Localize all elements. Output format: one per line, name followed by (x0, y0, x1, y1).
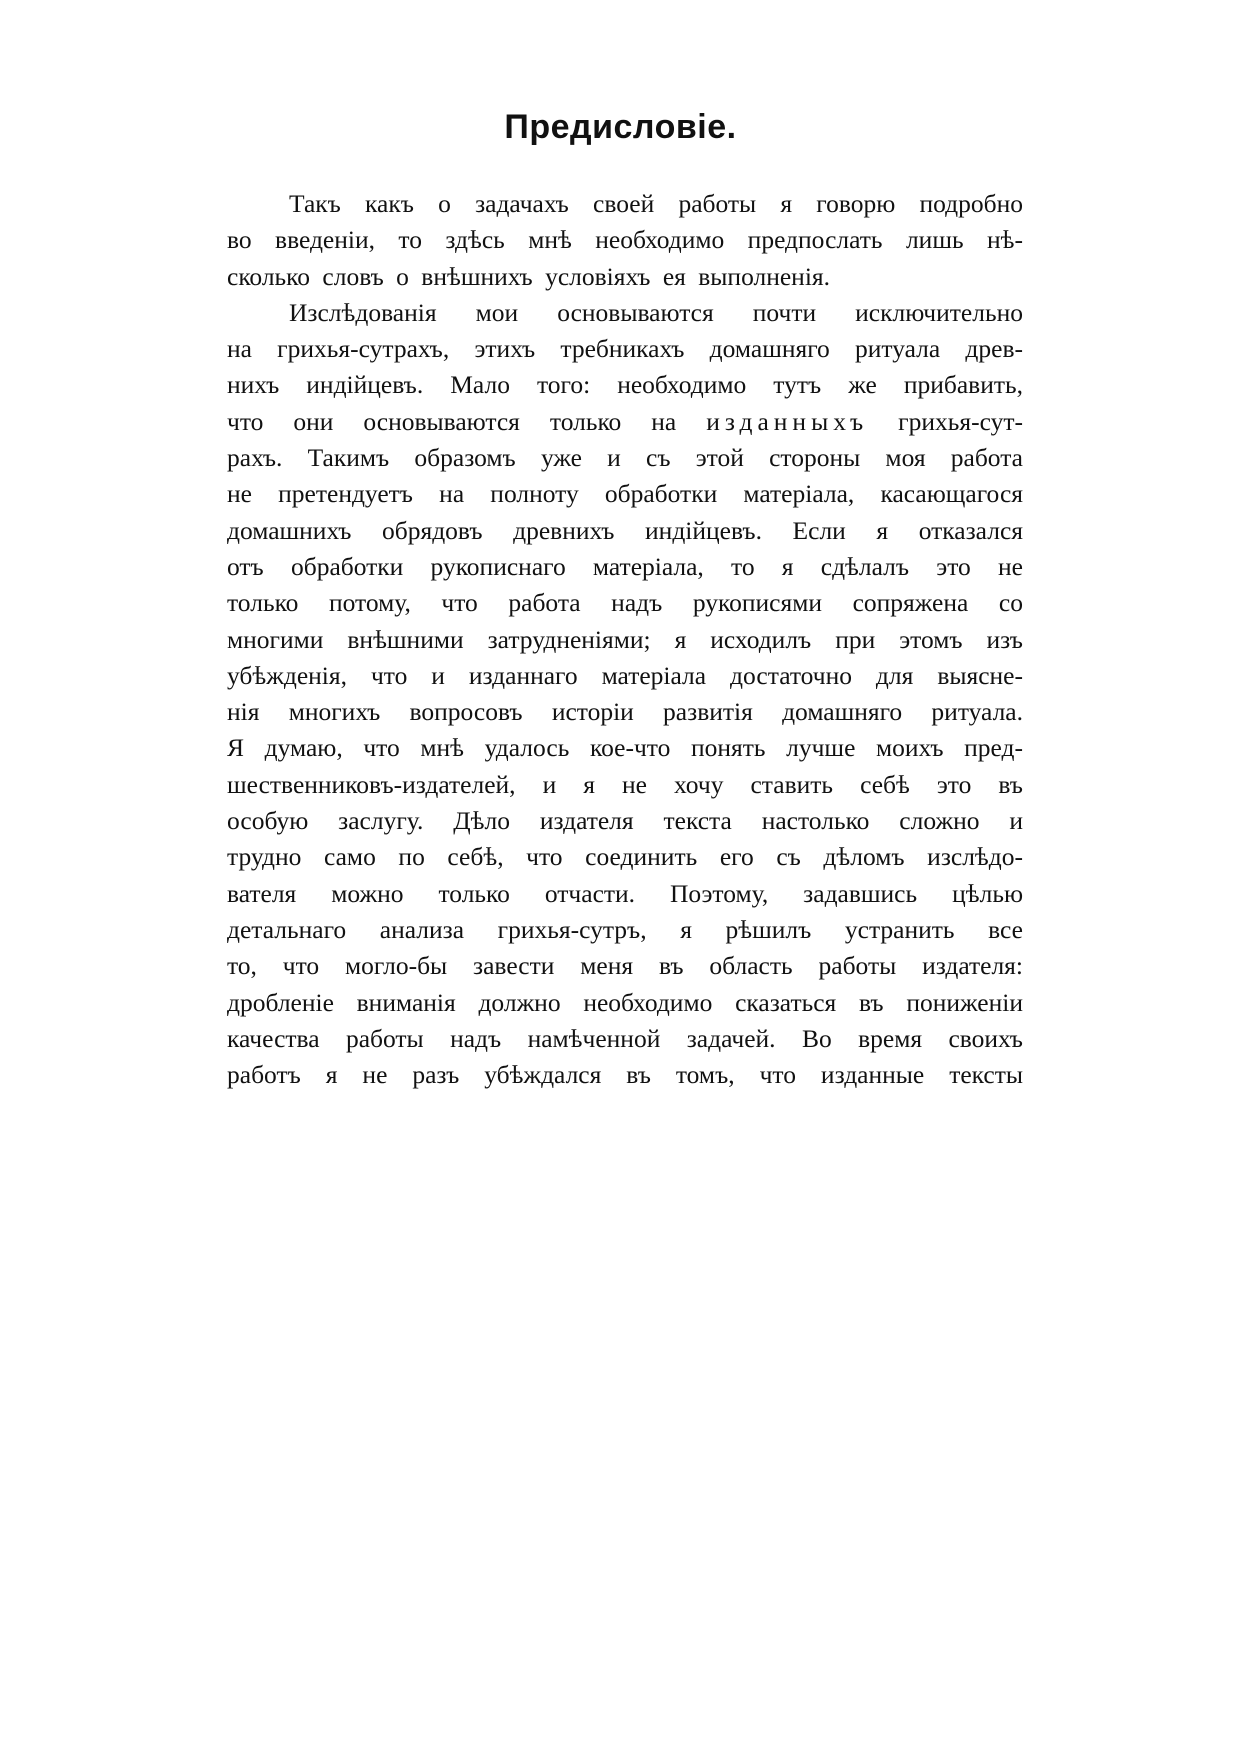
text-line: шественниковъ-издателей, и я не хочу ставить себѣ это въ (227, 769, 1023, 799)
text-line: отъ обработки рукописнаго матеріала, то я сдѣлалъ это не (227, 551, 1023, 581)
text-line: многими внѣшними затрудненіями; я исходилъ при этомъ изъ (227, 624, 1023, 654)
text-line: нихъ индійцевъ. Мало того: необходимо тутъ же прибавить, (227, 370, 1023, 400)
text-line: убѣжденія, что и изданнаго матеріала достаточно для выясне- (227, 660, 1023, 690)
text-line: вателя можно только отчасти. Поэтому, задавшись цѣлью (227, 878, 1023, 908)
text-line: трудно само по себѣ, что соединить его съ дѣломъ изслѣдо- (227, 842, 1023, 872)
page-title: Предисловіе. (504, 108, 737, 146)
text-line: на грихья-сутрахъ, этихъ требникахъ домашняго ритуала древ- (227, 334, 1023, 364)
text-line: Изслѣдованія мои основываются почти исключительно (289, 297, 1023, 327)
text-line: дробленіе вниманія должно необходимо сказаться въ пониженіи (227, 987, 1023, 1017)
text-segment: грихья-сут- (898, 406, 1023, 436)
text-line: сколько словъ о внѣшнихъ условіяхъ ея выполненія. (227, 261, 831, 291)
text-line: не претендуетъ на полноту обработки матеріала, касающагося (227, 479, 1023, 509)
text-line: во введеніи, то здѣсь мнѣ необходимо предпослать лишь нѣ- (227, 225, 1023, 255)
text-line: детальнаго анализа грихья-сутръ, я рѣшилъ устранить все (227, 914, 1023, 944)
text-line: качества работы надъ намѣченной задачей. Во время своихъ (227, 1023, 1023, 1053)
text-line: только потому, что работа надъ рукописями сопряжена со (227, 588, 1023, 618)
text-line: работъ я не разъ убѣждался въ томъ, что изданные тексты (227, 1060, 1023, 1090)
text-line: Я думаю, что мнѣ удалось кое-что понять лучше моихъ пред- (227, 733, 1023, 763)
text-line: домашнихъ обрядовъ древнихъ индійцевъ. Если я отказался (227, 515, 1023, 545)
text-line: особую заслугу. Дѣло издателя текста настолько сложно и (227, 806, 1023, 836)
body-text (227, 186, 1023, 1093)
text-line: то, что могло-бы завести меня въ область работы издателя: (227, 951, 1023, 981)
text-segment: что они основываются только на (227, 406, 677, 436)
emphasized-word: изданныхъ (706, 406, 869, 436)
text-line-composite (227, 404, 1023, 440)
text-line: рахъ. Такимъ образомъ уже и съ этой стороны моя работа (227, 443, 1023, 473)
text-line: Такъ какъ о задачахъ своей работы я говорю подробно (289, 189, 1023, 218)
text-line: нія многихъ вопросовъ исторіи развитія домашняго ритуала. (227, 697, 1023, 727)
